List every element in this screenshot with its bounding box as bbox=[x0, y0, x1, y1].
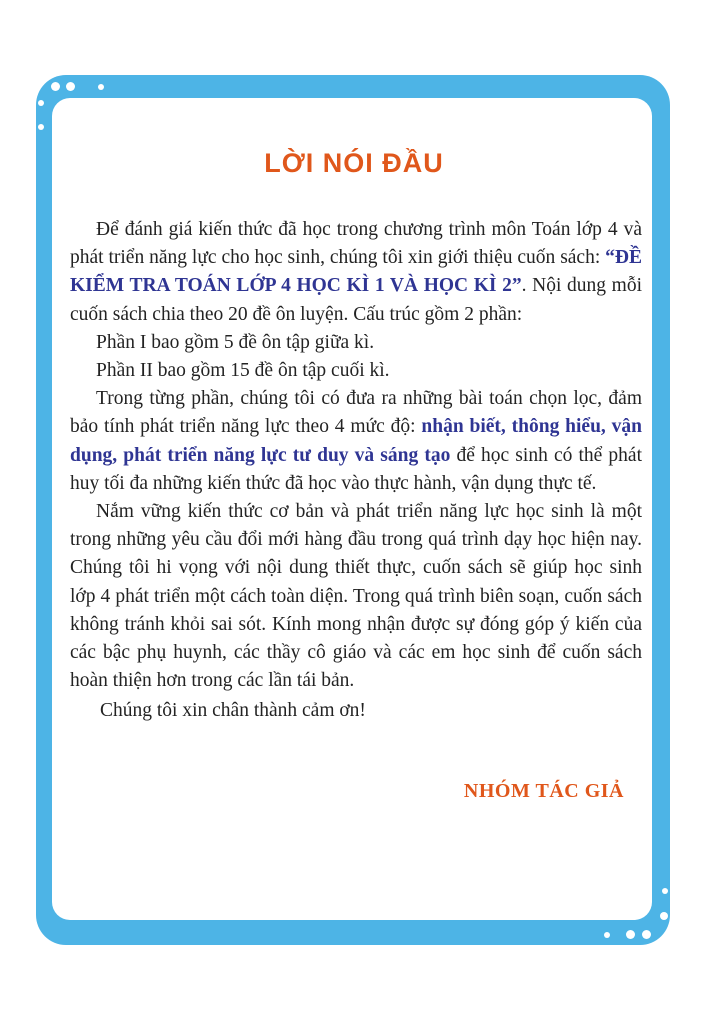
preface-body bbox=[70, 216, 642, 726]
author-signature: NHÓM TÁC GIẢ bbox=[463, 780, 624, 802]
decor-dot bbox=[38, 100, 44, 106]
decor-dot bbox=[38, 124, 44, 130]
levels-text-end: để học sinh có thể phát huy tối đa những kiến thức đã học vào thực hành, vận dụng thực tế. bbox=[70, 444, 643, 494]
intro-text-end: . Nội dung mỗi cuốn sách chia theo 20 đề ôn luyện. Cấu trúc gồm 2 phần: bbox=[70, 275, 642, 325]
levels-highlight: nhận biết, thông hiểu, vận dụng, phát triển năng lực tư duy và sáng tạo bbox=[70, 416, 642, 466]
decor-dot bbox=[626, 930, 635, 939]
goal-paragraph: Nắm vững kiến thức cơ bản và phát triển năng lực học sinh là một trong những yêu cầu đổi mới hàng đầu trong quá trình dạy học hiện nay. Chúng tôi hi vọng với nội dung thiết thực, cuốn sách sẽ giúp học sinh lớp 4 phát triển một cách toàn diện. Trong quá trình biên soạn, cuốn sách không tránh khỏi sai sót. Kính mong nhận được sự đóng góp ý kiến của các bậc phụ huynh, các thầy cô giáo và các em học sinh để cuốn sách hoàn thiện hơn trong các lần tái bản. bbox=[70, 501, 642, 692]
levels-paragraph bbox=[70, 385, 642, 498]
part-one-item: Phần I bao gồm 5 đề ôn tập giữa kì. bbox=[96, 331, 375, 353]
decor-dot bbox=[66, 82, 75, 91]
decor-dot bbox=[642, 930, 651, 939]
thanks-line: Chúng tôi xin chân thành cảm ơn! bbox=[100, 700, 366, 722]
decor-dot bbox=[660, 912, 668, 920]
part-two-item: Phần II bao gồm 15 đề ôn tập cuối kì. bbox=[96, 360, 390, 382]
levels-text: Trong từng phần, chúng tôi có đưa ra những bài toán chọn lọc, đảm bảo tính phát triển năng lực theo 4 mức độ: bbox=[70, 388, 642, 438]
page-title: LỜI NÓI ĐẦU bbox=[264, 148, 444, 178]
decor-dot bbox=[604, 932, 610, 938]
book-title: “ĐỀ KIỂM TRA TOÁN LỚP 4 HỌC KÌ 1 VÀ HỌC KÌ 2” bbox=[70, 247, 642, 297]
decor-dot bbox=[662, 888, 668, 894]
intro-text: Để đánh giá kiến thức đã học trong chương trình môn Toán lớp 4 và phát triển năng lực cho học sinh, chúng tôi xin giới thiệu cuốn sách: bbox=[70, 219, 642, 269]
decor-dot bbox=[51, 82, 60, 91]
intro-paragraph bbox=[70, 216, 642, 329]
decor-dot bbox=[98, 84, 104, 90]
